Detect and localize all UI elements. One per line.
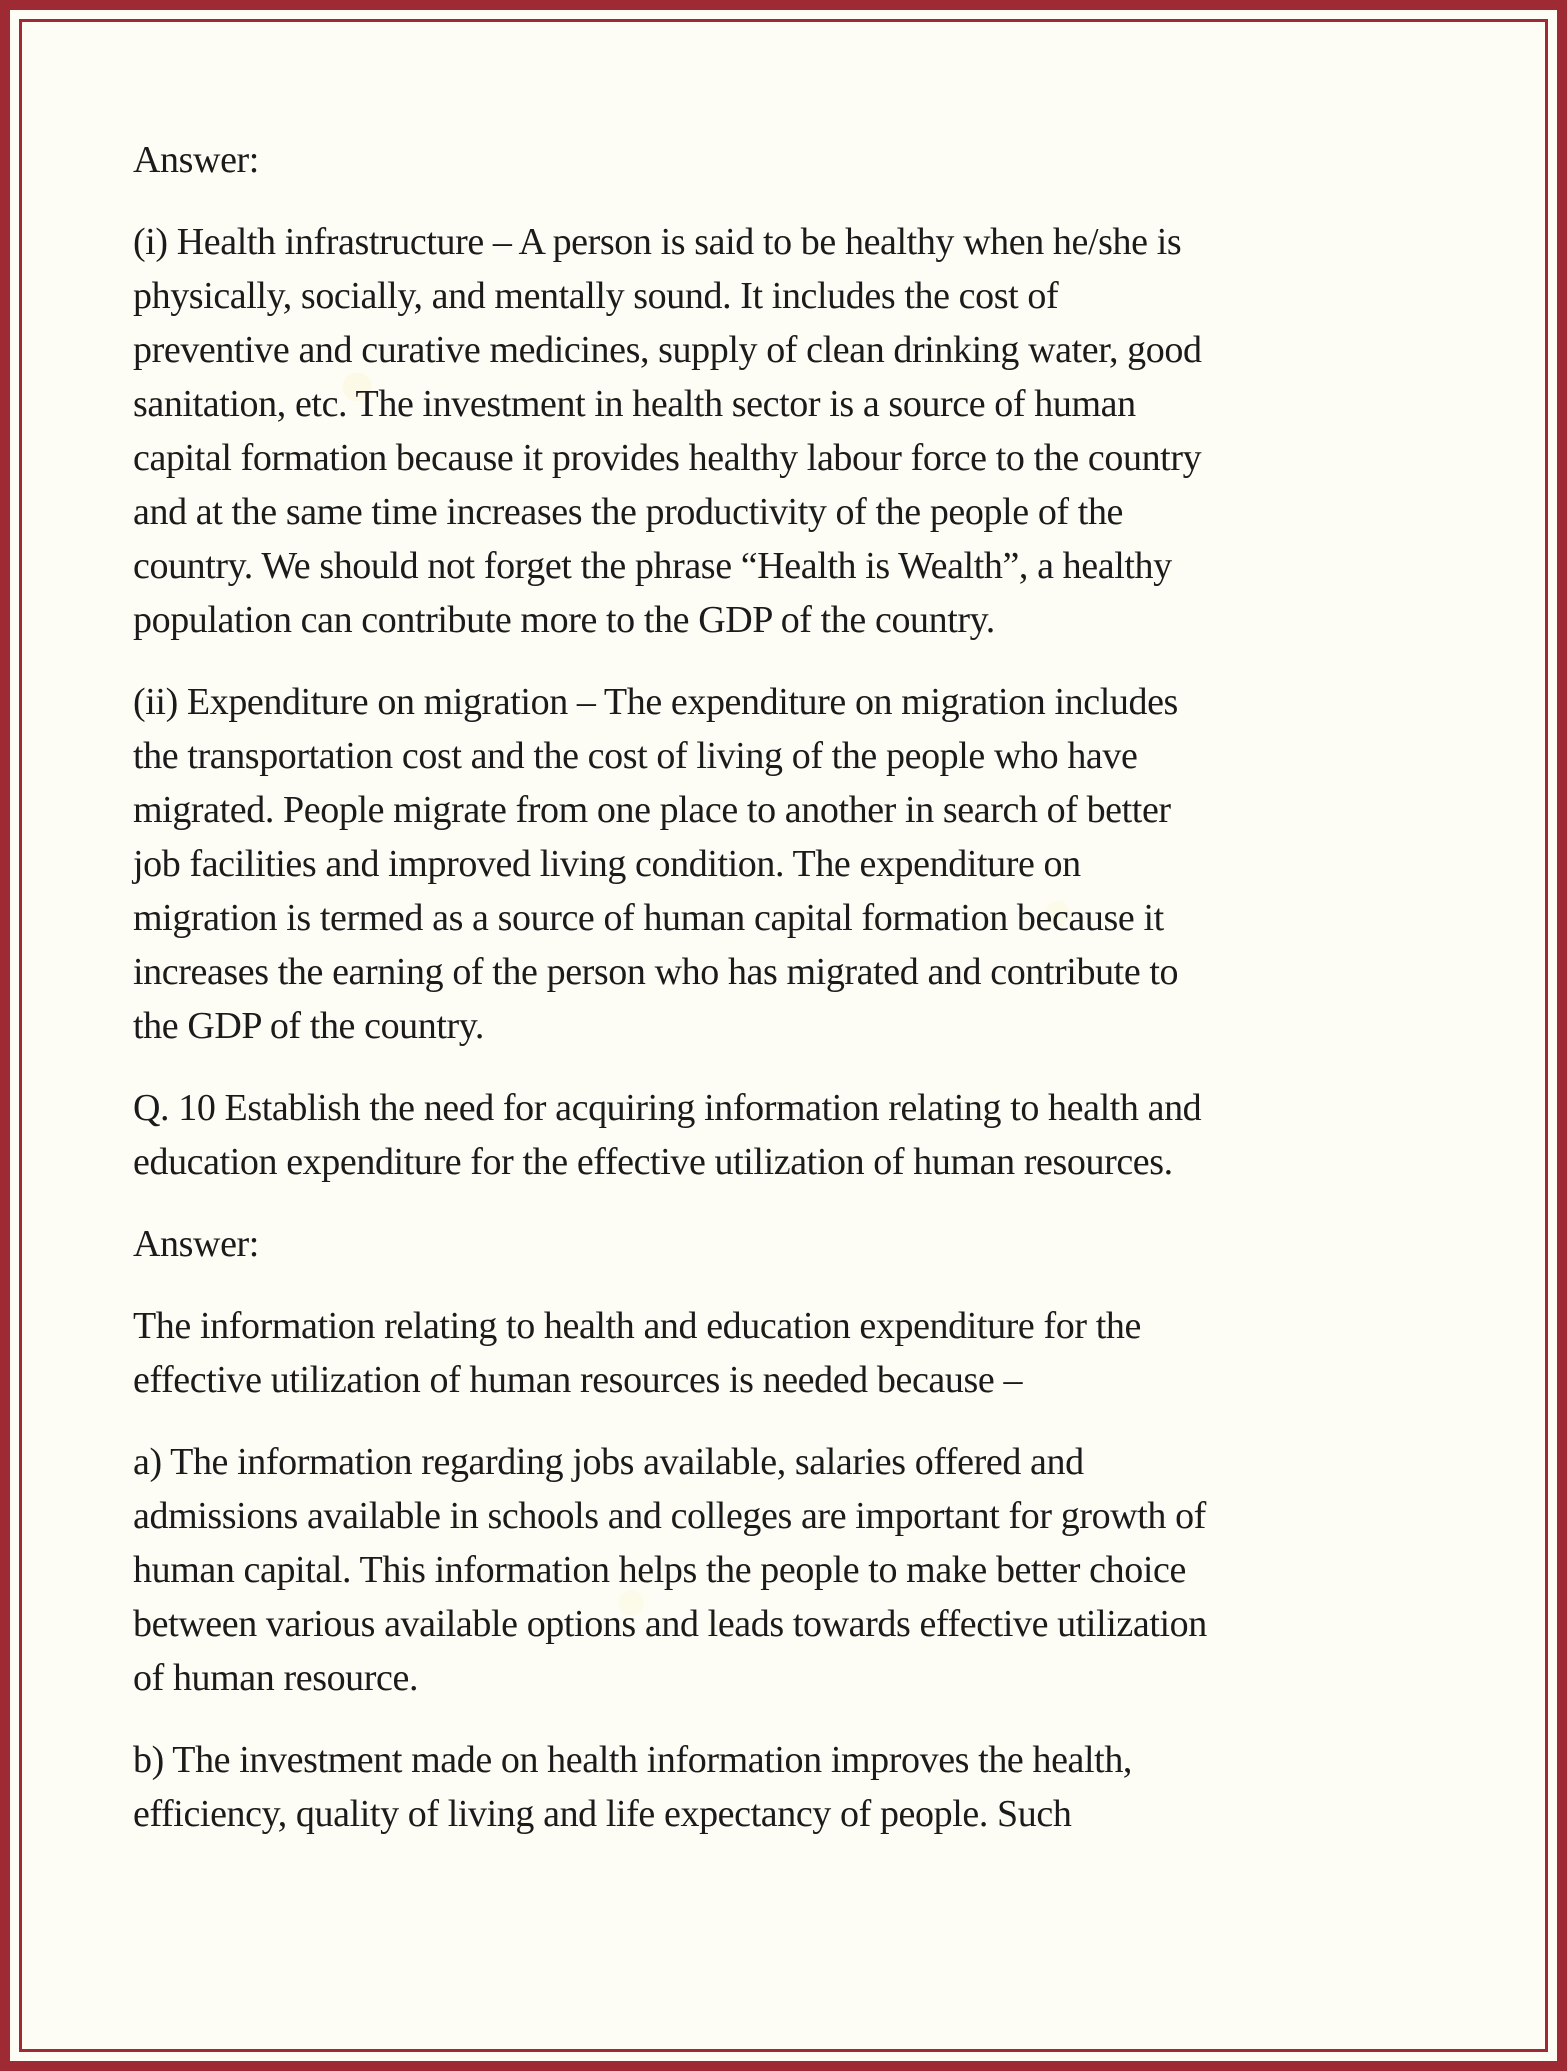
paragraph-answer-intro [133, 1299, 1435, 1407]
text-line: effective utilization of human resources is needed because – [133, 1359, 1023, 1401]
text-line: preventive and curative medicines, supply of clean drinking water, good [133, 329, 1202, 371]
text-line: education expenditure for the effective utilization of human resources. [133, 1141, 1173, 1183]
text-line: a) The information regarding jobs available, salaries offered and [133, 1441, 1084, 1483]
text-line: Answer: [133, 1223, 259, 1265]
text-line: migration is termed as a source of human capital formation because it [133, 897, 1164, 939]
paragraph-point-i-health-infrastructure [133, 215, 1435, 647]
paragraph-point-b [133, 1733, 1435, 1841]
text-line: between various available options and leads towards effective utilization [133, 1603, 1207, 1645]
text-line: migrated. People migrate from one place to another in search of better [133, 789, 1171, 831]
text-line: (ii) Expenditure on migration – The expenditure on migration includes [133, 681, 1178, 723]
text-line: population can contribute more to the GDP of the country. [133, 599, 995, 641]
question-10 [133, 1081, 1435, 1189]
text-line: (i) Health infrastructure – A person is said to be healthy when he/she is [133, 221, 1182, 263]
paragraph-point-a [133, 1435, 1435, 1705]
text-line: and at the same time increases the productivity of the people of the [133, 491, 1124, 533]
text-line: the transportation cost and the cost of living of the people who have [133, 735, 1138, 777]
text-line: human capital. This information helps the people to make better choice [133, 1549, 1186, 1591]
text-line: capital formation because it provides healthy labour force to the country [133, 437, 1202, 479]
text-line: b) The investment made on health information improves the health, [133, 1739, 1133, 1781]
text-line: job facilities and improved living condition. The expenditure on [133, 843, 1081, 885]
page-border-inner [19, 19, 1548, 2052]
answer-label-2 [133, 1217, 1435, 1271]
text-line: increases the earning of the person who has migrated and contribute to [133, 951, 1179, 993]
text-line: physically, socially, and mentally sound. It includes the cost of [133, 275, 1059, 317]
text-line: country. We should not forget the phrase “Health is Wealth”, a healthy [133, 545, 1172, 587]
text-line: admissions available in schools and colleges are important for growth of [133, 1495, 1206, 1537]
text-line: efficiency, quality of living and life expectancy of people. Such [133, 1793, 1072, 1835]
text-line: of human resource. [133, 1657, 419, 1699]
paragraph-point-ii-expenditure-on-migration [133, 675, 1435, 1053]
text-line: Q. 10 Establish the need for acquiring information relating to health and [133, 1087, 1202, 1129]
text-line: sanitation, etc. The investment in health sector is a source of human [133, 383, 1136, 425]
answer-label-1 [133, 133, 1435, 187]
text-line: The information relating to health and education expenditure for the [133, 1305, 1141, 1347]
document-page [133, 133, 1435, 1869]
text-line: Answer: [133, 139, 259, 181]
text-line: the GDP of the country. [133, 1005, 485, 1047]
